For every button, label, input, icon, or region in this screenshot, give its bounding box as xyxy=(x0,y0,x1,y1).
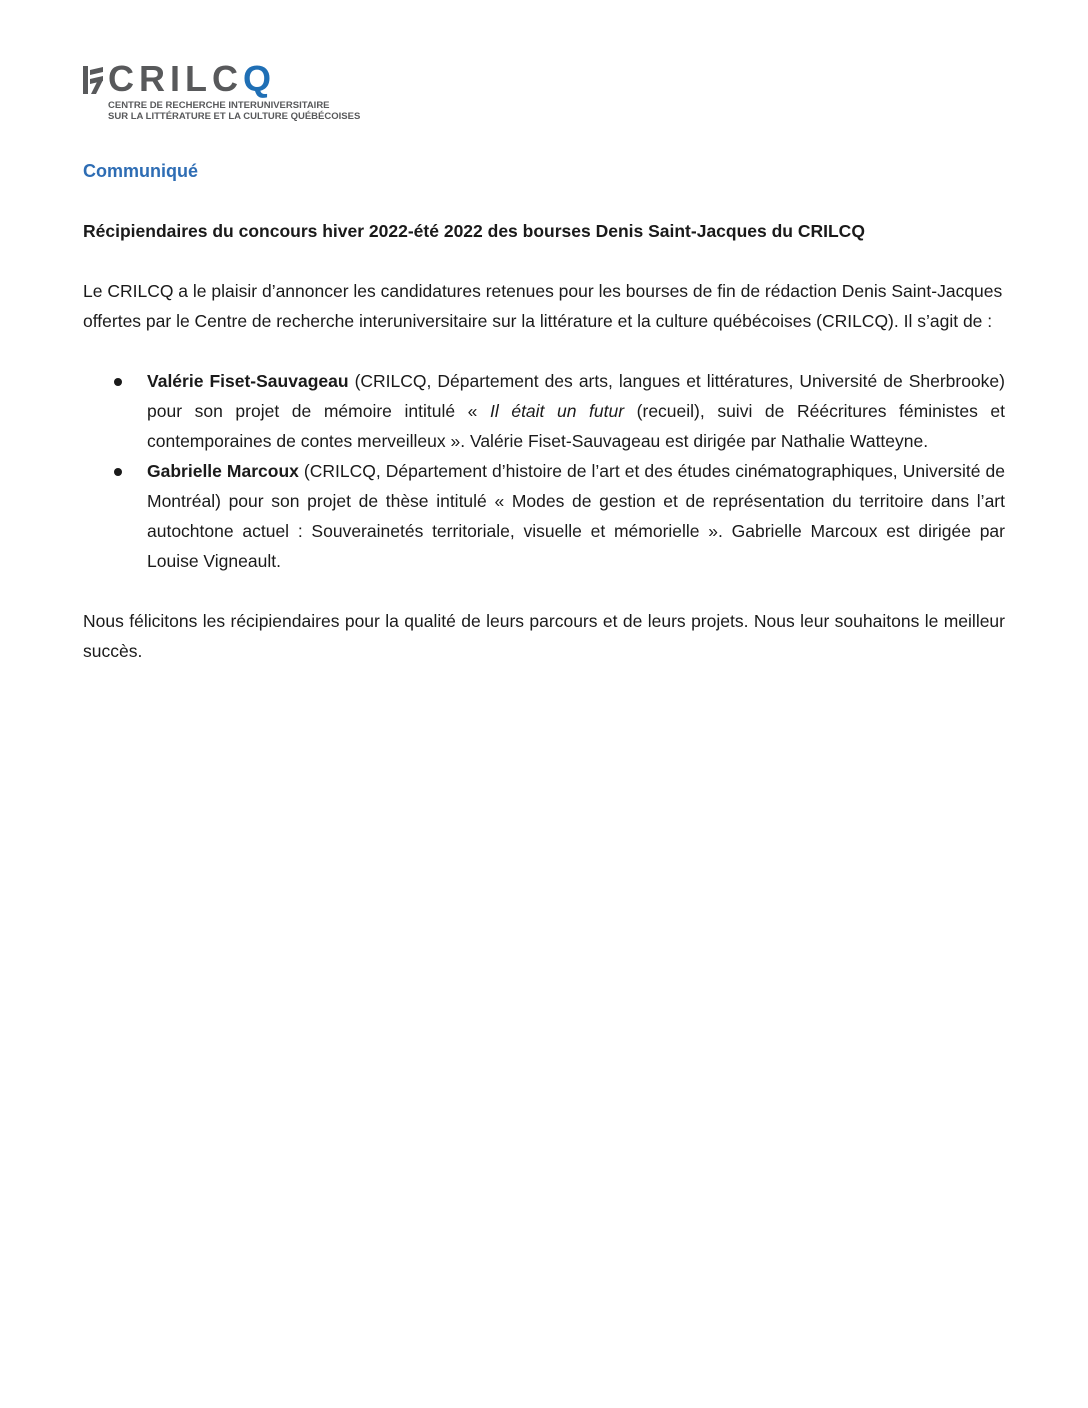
section-kicker: Communiqué xyxy=(83,161,198,181)
crilcq-emblem-icon xyxy=(82,64,104,96)
bullet-icon xyxy=(114,468,122,476)
laureate-text-after: (recueil), suivi de Réécritures féministes et contemporaines de contes merveilleux ». Valérie Fiset-Sauvageau est dirigée par Nathalie Watteyne. xyxy=(147,401,1005,451)
logo-subtitle-line-2: SUR LA LITTÉRATURE ET LA CULTURE QUÉBÉCOISES xyxy=(108,111,361,122)
laureate-list xyxy=(83,366,1005,576)
laureate-project-title: Il était un futur xyxy=(490,401,625,421)
logo-mark xyxy=(82,58,372,99)
laureate-text: (CRILCQ, Département d’histoire de l’art et des études cinématographiques, Université de Montréal) pour son projet de thèse intitulé « Modes de gestion et de représentation du territoire dans l’art autochtone actuel : Souverainetés territoriale, visuelle et mémorielle ». Gabrielle Marcoux est dirigée par Louise Vigneault. xyxy=(147,461,1005,571)
laureate-item xyxy=(147,366,1005,456)
logo-wordmark-accent: Q xyxy=(243,58,277,99)
crilcq-logo xyxy=(82,60,372,122)
intro-paragraph: Le CRILCQ a le plaisir d’annoncer les candidatures retenues pour les bourses de fin de rédaction Denis Saint-Jacques offertes par le Centre de recherche interuniversitaire sur la littérature et la culture québécoises (CRILCQ). Il s’agit de : xyxy=(83,281,1003,331)
laureate-text: (CRILCQ, Département des arts, langues et littératures, Université de Sherbrooke) pour son projet de mémoire intitulé « xyxy=(147,371,1005,421)
document-body xyxy=(83,156,1005,666)
press-release-headline: Récipiendaires du concours hiver 2022-été 2022 des bourses Denis Saint-Jacques du CRILCQ xyxy=(83,221,865,241)
logo-subtitle xyxy=(108,100,372,122)
laureate-name: Valérie Fiset-Sauvageau xyxy=(147,371,349,391)
bullet-icon xyxy=(114,378,122,386)
laureate-name: Gabrielle Marcoux xyxy=(147,461,299,481)
laureate-item xyxy=(147,456,1005,576)
logo-wordmark-main: CRILC xyxy=(108,58,243,99)
closing-paragraph: Nous félicitons les récipiendaires pour la qualité de leurs parcours et de leurs projets. Nous leur souhaitons le meilleur succès. xyxy=(83,611,1005,661)
logo-subtitle-line-1: CENTRE DE RECHERCHE INTERUNIVERSITAIRE xyxy=(108,100,330,111)
logo-wordmark xyxy=(108,58,277,99)
